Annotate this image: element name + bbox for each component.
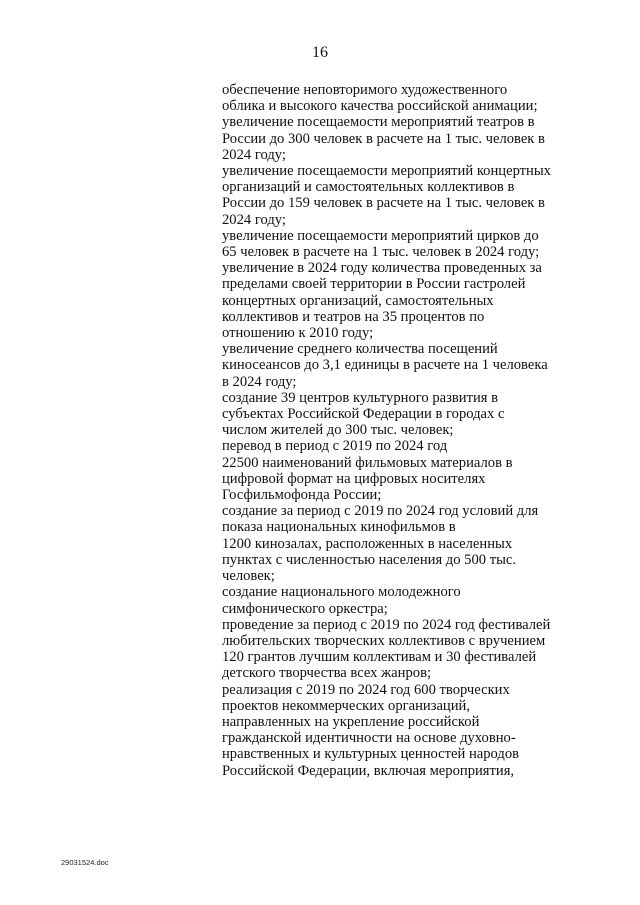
text-line: увеличение посещаемости мероприятий цирков до (222, 227, 539, 244)
text-line: 65 человек в расчете на 1 тыс. человек в 2024 году; (222, 244, 540, 261)
text-line: в 2024 году; (222, 373, 297, 390)
text-line: реализация с 2019 по 2024 год 600 творческих (222, 681, 510, 698)
text-line: России до 159 человек в расчете на 1 тыс. человек в (222, 195, 545, 212)
text-line: Госфильмофонда России; (222, 487, 382, 504)
text-line: организаций и самостоятельных коллективов в (222, 179, 515, 196)
text-line: детского творчества всех жанров; (222, 665, 432, 682)
text-line: создание 39 центров культурного развития в (222, 389, 499, 406)
text-line: проведение за период с 2019 по 2024 год фестивалей (222, 616, 551, 633)
text-line: пределами своей территории в России гастролей (222, 276, 526, 293)
text-line: обеспечение неповторимого художественного (222, 82, 508, 98)
text-line: облика и высокого качества российской анимации; (222, 98, 538, 115)
text-line: любительских творческих коллективов с вручением (222, 632, 546, 649)
text-line: нравственных и культурных ценностей народов (222, 746, 520, 763)
text-line: увеличение посещаемости мероприятий театров в (222, 114, 535, 131)
text-line: симфонического оркестра; (222, 600, 388, 617)
text-line: 1200 кинозалах, расположенных в населенных (222, 535, 513, 552)
text-line: концертных организаций, самостоятельных (222, 292, 494, 309)
text-line: цифровой формат на цифровых носителях (222, 470, 486, 487)
text-line: создание за период с 2019 по 2024 год условий для (222, 503, 539, 520)
text-line: пунктах с численностью населения до 500 тыс. (222, 551, 517, 568)
footer-document-id: 29031524.doc (61, 858, 109, 867)
text-line: Российской Федерации, включая мероприятия, (222, 762, 515, 779)
text-line: создание национального молодежного (222, 584, 461, 601)
text-line: субъектах Российской Федерации в городах с (222, 406, 505, 423)
text-line: 22500 наименований фильмовых материалов в (222, 454, 513, 471)
text-line: отношению к 2010 году; (222, 325, 374, 342)
text-line: киносеансов до 3,1 единицы в расчете на 1 человека (222, 357, 548, 374)
text-line: проектов некоммерческих организаций, (222, 697, 471, 714)
text-line: России до 300 человек в расчете на 1 тыс. человек в (222, 130, 545, 147)
text-line: человек; (222, 568, 275, 585)
text-line: показа национальных кинофильмов в (222, 519, 456, 536)
text-line: перевод в период с 2019 по 2024 год (222, 438, 448, 455)
text-line: увеличение в 2024 году количества проведенных за (222, 260, 542, 277)
text-line: числом жителей до 300 тыс. человек; (222, 422, 454, 439)
text-line: 2024 году; (222, 146, 286, 163)
text-line: коллективов и театров на 35 процентов по (222, 308, 485, 325)
text-line: 120 грантов лучшим коллективам и 30 фестивалей (222, 649, 537, 666)
text-line: увеличение среднего количества посещений (222, 341, 498, 358)
text-line: увеличение посещаемости мероприятий концертных (222, 163, 551, 180)
document-body (222, 82, 602, 779)
text-line: направленных на укрепление российской (222, 713, 480, 730)
text-line: гражданской идентичности на основе духовно- (222, 730, 516, 747)
page-number: 16 (312, 44, 328, 61)
text-line: 2024 году; (222, 211, 286, 228)
